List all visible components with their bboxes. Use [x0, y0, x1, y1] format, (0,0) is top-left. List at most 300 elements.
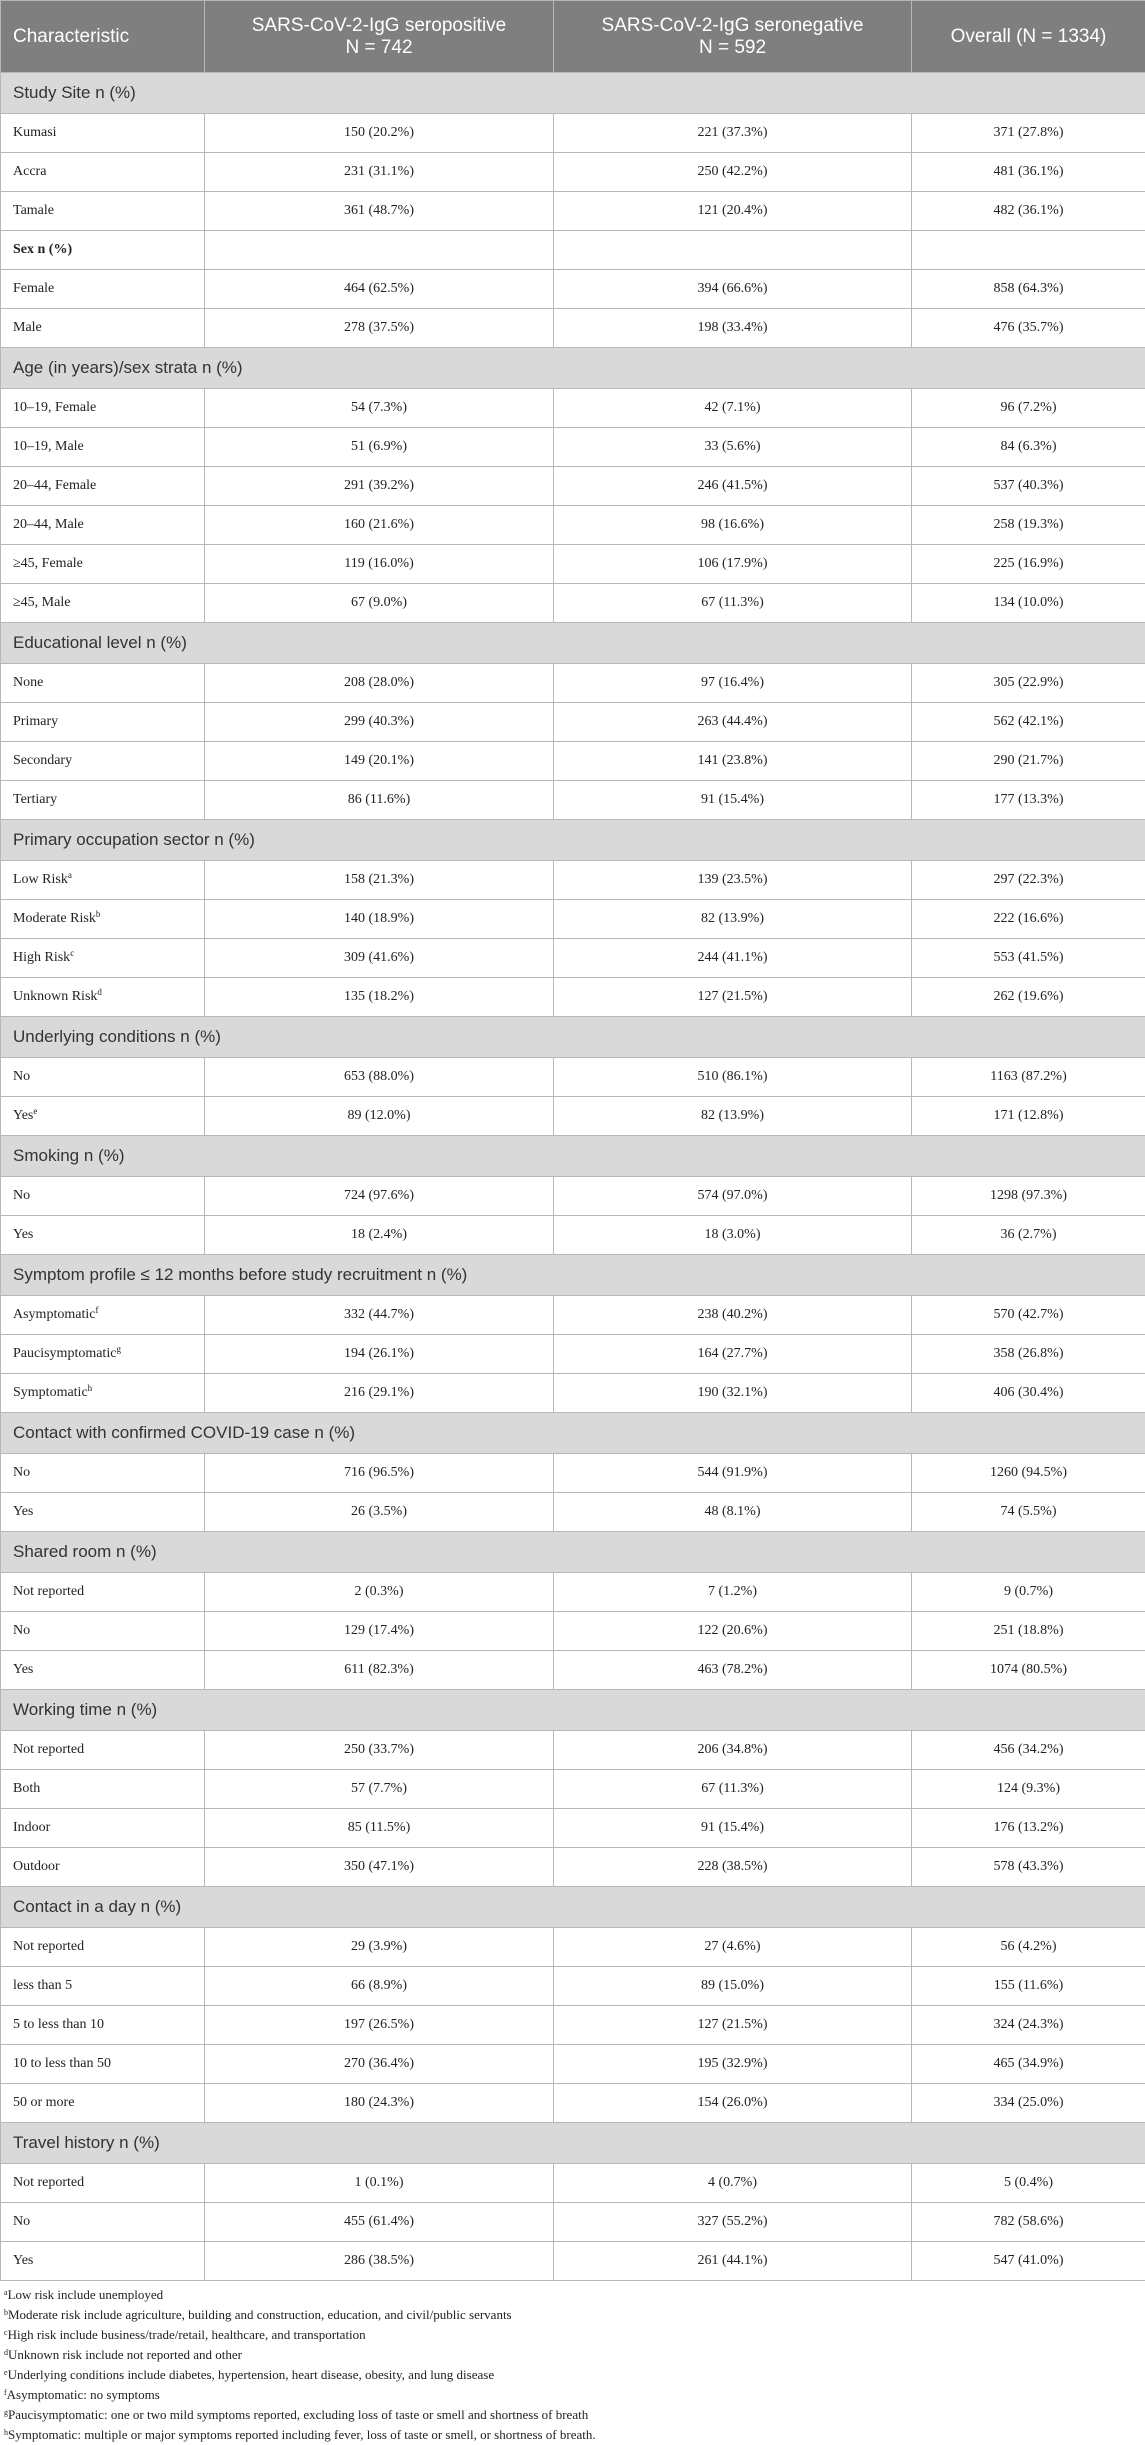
overall-value: 456 (34.2%) [912, 1731, 1145, 1770]
table-row [1, 978, 1145, 1017]
table-row [1, 1374, 1145, 1413]
row-label-text: 20–44, Female [13, 478, 96, 493]
row-label-text: Not reported [13, 1939, 84, 1954]
seronegative-value: 98 (16.6%) [554, 506, 912, 545]
row-label [1, 467, 205, 506]
overall-value: 290 (21.7%) [912, 742, 1145, 781]
row-label-text: Low Risk [13, 872, 68, 887]
row-label-text: Outdoor [13, 1859, 60, 1874]
seropositive-value: 332 (44.7%) [205, 1296, 554, 1335]
overall-value: 222 (16.6%) [912, 900, 1145, 939]
table-row [1, 742, 1145, 781]
overall-value: 562 (42.1%) [912, 703, 1145, 742]
overall-value: 547 (41.0%) [912, 2242, 1145, 2281]
row-label-text: No [13, 1623, 30, 1638]
seropositive-value: 716 (96.5%) [205, 1454, 554, 1493]
header-row [1, 1, 1145, 73]
seronegative-value: 7 (1.2%) [554, 1573, 912, 1612]
seronegative-value: 91 (15.4%) [554, 781, 912, 820]
table-row [1, 2045, 1145, 2084]
row-label-text: Tamale [13, 203, 54, 218]
seropositive-value: 67 (9.0%) [205, 584, 554, 623]
row-label [1, 2242, 205, 2281]
table-row [1, 1928, 1145, 1967]
row-label-text: 20–44, Male [13, 517, 84, 532]
row-label-text: Moderate Risk [13, 911, 96, 926]
seronegative-value: 82 (13.9%) [554, 1097, 912, 1136]
seronegative-value: 89 (15.0%) [554, 1967, 912, 2006]
footnote-mark: g [4, 2408, 8, 2417]
overall-value: 371 (27.8%) [912, 114, 1145, 153]
row-label [1, 1809, 205, 1848]
table-row [1, 861, 1145, 900]
row-label [1, 1967, 205, 2006]
empty-cell [205, 231, 554, 270]
header-seronegative [554, 1, 912, 73]
overall-value: 251 (18.8%) [912, 1612, 1145, 1651]
table-row [1, 664, 1145, 703]
overall-value: 74 (5.5%) [912, 1493, 1145, 1532]
seronegative-value: 244 (41.1%) [554, 939, 912, 978]
overall-value: 96 (7.2%) [912, 389, 1145, 428]
footnote-text: Low risk include unemployed [8, 2287, 164, 2302]
seronegative-value: 510 (86.1%) [554, 1058, 912, 1097]
seronegative-value: 228 (38.5%) [554, 1848, 912, 1887]
row-label-text: Tertiary [13, 792, 57, 807]
section-label: Travel history n (%) [1, 2123, 1145, 2164]
footnote-text: Moderate risk include agriculture, building and construction, education, and civil/public servants [8, 2307, 512, 2322]
seronegative-value: 463 (78.2%) [554, 1651, 912, 1690]
row-label-text: Not reported [13, 2175, 84, 2190]
section-label: Age (in years)/sex strata n (%) [1, 348, 1145, 389]
footnote [4, 2425, 1145, 2445]
row-label-text: Accra [13, 164, 46, 179]
row-label [1, 2203, 205, 2242]
row-label-text: Symptomatic [13, 1385, 88, 1400]
subhead-label: Sex n (%) [1, 231, 205, 270]
row-label-text: ≥45, Female [13, 556, 83, 571]
overall-value: 36 (2.7%) [912, 1216, 1145, 1255]
seronegative-value: 139 (23.5%) [554, 861, 912, 900]
overall-value: 358 (26.8%) [912, 1335, 1145, 1374]
footnote [4, 2385, 1145, 2405]
seronegative-value: 67 (11.3%) [554, 584, 912, 623]
seropositive-value: 291 (39.2%) [205, 467, 554, 506]
footnote [4, 2285, 1145, 2305]
footnote-marker: g [116, 1344, 121, 1354]
row-label [1, 1731, 205, 1770]
section-label: Contact with confirmed COVID-19 case n (%) [1, 1413, 1145, 1454]
table-row [1, 309, 1145, 348]
overall-value: 465 (34.9%) [912, 2045, 1145, 2084]
section-label: Educational level n (%) [1, 623, 1145, 664]
table-row [1, 270, 1145, 309]
overall-value: 1260 (94.5%) [912, 1454, 1145, 1493]
section-label: Symptom profile ≤ 12 months before study recruitment n (%) [1, 1255, 1145, 1296]
seropositive-value: 231 (31.1%) [205, 153, 554, 192]
seropositive-value: 361 (48.7%) [205, 192, 554, 231]
table-row [1, 1335, 1145, 1374]
seropositive-value: 149 (20.1%) [205, 742, 554, 781]
row-label-text: Male [13, 320, 42, 335]
footnote-marker: b [96, 909, 101, 919]
row-label-text: None [13, 675, 43, 690]
row-label [1, 703, 205, 742]
table-row [1, 545, 1145, 584]
footnote-mark: d [4, 2348, 8, 2357]
row-label-text: 10 to less than 50 [13, 2056, 111, 2071]
seronegative-value: 195 (32.9%) [554, 2045, 912, 2084]
overall-value: 482 (36.1%) [912, 192, 1145, 231]
footnote-text: Asymptomatic: no symptoms [7, 2387, 160, 2402]
row-label [1, 781, 205, 820]
table-row [1, 1454, 1145, 1493]
table-row [1, 939, 1145, 978]
section-row [1, 2123, 1145, 2164]
overall-value: 553 (41.5%) [912, 939, 1145, 978]
seronegative-value: 42 (7.1%) [554, 389, 912, 428]
table-row [1, 114, 1145, 153]
seronegative-value: 127 (21.5%) [554, 2006, 912, 2045]
section-row [1, 1532, 1145, 1573]
seronegative-value: 544 (91.9%) [554, 1454, 912, 1493]
overall-value: 176 (13.2%) [912, 1809, 1145, 1848]
table-row [1, 900, 1145, 939]
seropositive-value: 611 (82.3%) [205, 1651, 554, 1690]
footnote-mark: b [4, 2308, 8, 2317]
seronegative-value: 121 (20.4%) [554, 192, 912, 231]
row-label [1, 114, 205, 153]
row-label [1, 939, 205, 978]
table-row [1, 1493, 1145, 1532]
seropositive-value: 158 (21.3%) [205, 861, 554, 900]
row-label-text: Indoor [13, 1820, 50, 1835]
overall-value: 5 (0.4%) [912, 2164, 1145, 2203]
row-label [1, 1216, 205, 1255]
row-label [1, 545, 205, 584]
row-label [1, 1454, 205, 1493]
table-row [1, 1770, 1145, 1809]
footnote-text: Unknown risk include not reported and other [8, 2347, 242, 2362]
subhead-row [1, 231, 1145, 270]
seronegative-value: 48 (8.1%) [554, 1493, 912, 1532]
footnote-marker: c [70, 948, 74, 958]
row-label [1, 2164, 205, 2203]
row-label-text: Not reported [13, 1742, 84, 1757]
row-label [1, 2045, 205, 2084]
row-label [1, 1651, 205, 1690]
row-label-text: less than 5 [13, 1978, 72, 1993]
footnote-mark: e [4, 2368, 8, 2377]
empty-cell [554, 231, 912, 270]
overall-value: 225 (16.9%) [912, 545, 1145, 584]
seronegative-value: 141 (23.8%) [554, 742, 912, 781]
section-row [1, 1255, 1145, 1296]
row-label-text: 10–19, Female [13, 400, 96, 415]
seropositive-value: 208 (28.0%) [205, 664, 554, 703]
table-row [1, 192, 1145, 231]
table-row [1, 2006, 1145, 2045]
seronegative-value: 127 (21.5%) [554, 978, 912, 1017]
section-label: Shared room n (%) [1, 1532, 1145, 1573]
row-label-text: ≥45, Male [13, 595, 70, 610]
table-row [1, 1058, 1145, 1097]
footnote-text: Symptomatic: multiple or major symptoms reported including fever, loss of taste or smell, or shortness of breath. [8, 2427, 596, 2442]
row-label-text: No [13, 1069, 30, 1084]
table-row [1, 1809, 1145, 1848]
table-row [1, 153, 1145, 192]
section-row [1, 1017, 1145, 1058]
seronegative-value: 82 (13.9%) [554, 900, 912, 939]
row-label [1, 1770, 205, 1809]
footnote-mark: a [4, 2288, 8, 2297]
section-row [1, 348, 1145, 389]
overall-value: 1074 (80.5%) [912, 1651, 1145, 1690]
seropositive-value: 18 (2.4%) [205, 1216, 554, 1255]
row-label [1, 861, 205, 900]
row-label-text: 50 or more [13, 2095, 74, 2110]
row-label [1, 1097, 205, 1136]
header-seropositive [205, 1, 554, 73]
seropositive-value: 278 (37.5%) [205, 309, 554, 348]
section-row [1, 1887, 1145, 1928]
seronegative-value: 250 (42.2%) [554, 153, 912, 192]
table-row [1, 584, 1145, 623]
row-label [1, 309, 205, 348]
table-row [1, 1848, 1145, 1887]
seropositive-value: 129 (17.4%) [205, 1612, 554, 1651]
section-row [1, 820, 1145, 861]
footnote-marker: a [68, 870, 72, 880]
seronegative-value: 106 (17.9%) [554, 545, 912, 584]
row-label-text: Kumasi [13, 125, 57, 140]
table-row [1, 1651, 1145, 1690]
footnote-text: Paucisymptomatic: one or two mild symptoms reported, excluding loss of taste or smell and shortness of breath [8, 2407, 588, 2422]
footnote-text: Underlying conditions include diabetes, hypertension, heart disease, obesity, and lung disease [8, 2367, 495, 2382]
footnote [4, 2405, 1145, 2425]
footnote [4, 2345, 1145, 2365]
row-label-text: High Risk [13, 950, 70, 965]
seropositive-value: 85 (11.5%) [205, 1809, 554, 1848]
seropositive-value: 455 (61.4%) [205, 2203, 554, 2242]
seropositive-value: 299 (40.3%) [205, 703, 554, 742]
footnote-mark: h [4, 2428, 8, 2437]
overall-value: 324 (24.3%) [912, 2006, 1145, 2045]
footnote-marker: h [88, 1383, 93, 1393]
row-label [1, 2006, 205, 2045]
overall-value: 171 (12.8%) [912, 1097, 1145, 1136]
seropositive-value: 26 (3.5%) [205, 1493, 554, 1532]
seronegative-value: 154 (26.0%) [554, 2084, 912, 2123]
seronegative-value: 198 (33.4%) [554, 309, 912, 348]
section-label: Underlying conditions n (%) [1, 1017, 1145, 1058]
row-label-text: Asymptomatic [13, 1307, 95, 1322]
row-label-text: Yes [13, 1108, 33, 1123]
table-row [1, 1731, 1145, 1770]
overall-value: 56 (4.2%) [912, 1928, 1145, 1967]
row-label [1, 1296, 205, 1335]
header-line: SARS-CoV-2-IgG seropositive [252, 15, 507, 36]
row-label-text: 10–19, Male [13, 439, 84, 454]
empty-cell [912, 231, 1145, 270]
overall-value: 155 (11.6%) [912, 1967, 1145, 2006]
overall-value: 578 (43.3%) [912, 1848, 1145, 1887]
footnotes [0, 2281, 1145, 2445]
seronegative-value: 122 (20.6%) [554, 1612, 912, 1651]
row-label [1, 900, 205, 939]
row-label [1, 270, 205, 309]
section-row [1, 1413, 1145, 1454]
row-label [1, 506, 205, 545]
row-label-text: Yes [13, 1504, 33, 1519]
overall-value: 334 (25.0%) [912, 2084, 1145, 2123]
overall-value: 84 (6.3%) [912, 428, 1145, 467]
row-label-text: Yes [13, 2253, 33, 2268]
table-row [1, 389, 1145, 428]
seropositive-value: 89 (12.0%) [205, 1097, 554, 1136]
section-label: Primary occupation sector n (%) [1, 820, 1145, 861]
overall-value: 262 (19.6%) [912, 978, 1145, 1017]
footnote-mark: f [4, 2388, 7, 2397]
header-characteristic: Characteristic [1, 1, 205, 73]
overall-value: 134 (10.0%) [912, 584, 1145, 623]
footnote-mark: c [4, 2328, 8, 2337]
overall-value: 177 (13.3%) [912, 781, 1145, 820]
row-label [1, 389, 205, 428]
seropositive-value: 180 (24.3%) [205, 2084, 554, 2123]
seronegative-value: 394 (66.6%) [554, 270, 912, 309]
row-label-text: 5 to less than 10 [13, 2017, 104, 2032]
row-label [1, 1573, 205, 1612]
seronegative-value: 33 (5.6%) [554, 428, 912, 467]
seropositive-value: 197 (26.5%) [205, 2006, 554, 2045]
row-label [1, 153, 205, 192]
seropositive-value: 150 (20.2%) [205, 114, 554, 153]
section-label: Working time n (%) [1, 1690, 1145, 1731]
row-label [1, 1612, 205, 1651]
table-row [1, 2203, 1145, 2242]
table-row [1, 1612, 1145, 1651]
table-row [1, 506, 1145, 545]
row-label [1, 1493, 205, 1532]
header-overall: Overall (N = 1334) [912, 1, 1145, 73]
overall-value: 537 (40.3%) [912, 467, 1145, 506]
row-label-text: No [13, 1465, 30, 1480]
seropositive-value: 724 (97.6%) [205, 1177, 554, 1216]
row-label [1, 428, 205, 467]
seronegative-value: 246 (41.5%) [554, 467, 912, 506]
row-label [1, 584, 205, 623]
row-label-text: Yes [13, 1662, 33, 1677]
row-label-text: Unknown Risk [13, 989, 97, 1004]
overall-value: 9 (0.7%) [912, 1573, 1145, 1612]
seropositive-value: 54 (7.3%) [205, 389, 554, 428]
table-row [1, 1177, 1145, 1216]
row-label [1, 978, 205, 1017]
seropositive-value: 250 (33.7%) [205, 1731, 554, 1770]
footnote-marker: f [95, 1305, 98, 1315]
overall-value: 1298 (97.3%) [912, 1177, 1145, 1216]
header-line: SARS-CoV-2-IgG seronegative [602, 15, 864, 36]
table-row [1, 703, 1145, 742]
seropositive-value: 29 (3.9%) [205, 1928, 554, 1967]
table-header [1, 1, 1145, 73]
table-row [1, 2084, 1145, 2123]
row-label [1, 742, 205, 781]
overall-value: 406 (30.4%) [912, 1374, 1145, 1413]
overall-value: 481 (36.1%) [912, 153, 1145, 192]
row-label-text: Both [13, 1781, 40, 1796]
table-row [1, 1296, 1145, 1335]
seropositive-value: 350 (47.1%) [205, 1848, 554, 1887]
seronegative-value: 221 (37.3%) [554, 114, 912, 153]
seropositive-value: 270 (36.4%) [205, 2045, 554, 2084]
seronegative-value: 91 (15.4%) [554, 1809, 912, 1848]
header-line: N = 742 [345, 37, 412, 58]
table-row [1, 2242, 1145, 2281]
row-label [1, 1058, 205, 1097]
section-label: Contact in a day n (%) [1, 1887, 1145, 1928]
seronegative-value: 18 (3.0%) [554, 1216, 912, 1255]
seronegative-value: 261 (44.1%) [554, 2242, 912, 2281]
overall-value: 782 (58.6%) [912, 2203, 1145, 2242]
footnote-marker: e [33, 1106, 37, 1116]
seropositive-value: 140 (18.9%) [205, 900, 554, 939]
seropositive-value: 160 (21.6%) [205, 506, 554, 545]
row-label [1, 1848, 205, 1887]
row-label-text: Female [13, 281, 54, 296]
overall-value: 570 (42.7%) [912, 1296, 1145, 1335]
seropositive-value: 2 (0.3%) [205, 1573, 554, 1612]
footnote [4, 2305, 1145, 2325]
overall-value: 476 (35.7%) [912, 309, 1145, 348]
seronegative-value: 206 (34.8%) [554, 1731, 912, 1770]
footnote-marker: d [97, 987, 102, 997]
row-label [1, 2084, 205, 2123]
seronegative-value: 263 (44.4%) [554, 703, 912, 742]
overall-value: 858 (64.3%) [912, 270, 1145, 309]
overall-value: 297 (22.3%) [912, 861, 1145, 900]
header-line: N = 592 [699, 37, 766, 58]
seropositive-value: 286 (38.5%) [205, 2242, 554, 2281]
seropositive-value: 309 (41.6%) [205, 939, 554, 978]
row-label-text: Yes [13, 1227, 33, 1242]
footnote [4, 2365, 1145, 2385]
seronegative-value: 164 (27.7%) [554, 1335, 912, 1374]
seronegative-value: 238 (40.2%) [554, 1296, 912, 1335]
row-label [1, 192, 205, 231]
seronegative-value: 327 (55.2%) [554, 2203, 912, 2242]
table-row [1, 1573, 1145, 1612]
row-label [1, 1177, 205, 1216]
seronegative-value: 4 (0.7%) [554, 2164, 912, 2203]
section-row [1, 623, 1145, 664]
seropositive-value: 464 (62.5%) [205, 270, 554, 309]
overall-value: 124 (9.3%) [912, 1770, 1145, 1809]
seropositive-value: 86 (11.6%) [205, 781, 554, 820]
table-body [1, 73, 1145, 2281]
row-label [1, 1928, 205, 1967]
seropositive-value: 51 (6.9%) [205, 428, 554, 467]
row-label [1, 1335, 205, 1374]
row-label-text: Paucisymptomatic [13, 1346, 116, 1361]
seropositive-value: 57 (7.7%) [205, 1770, 554, 1809]
seronegative-value: 574 (97.0%) [554, 1177, 912, 1216]
section-row [1, 1690, 1145, 1731]
section-label: Smoking n (%) [1, 1136, 1145, 1177]
table-row [1, 1967, 1145, 2006]
table-row [1, 2164, 1145, 2203]
